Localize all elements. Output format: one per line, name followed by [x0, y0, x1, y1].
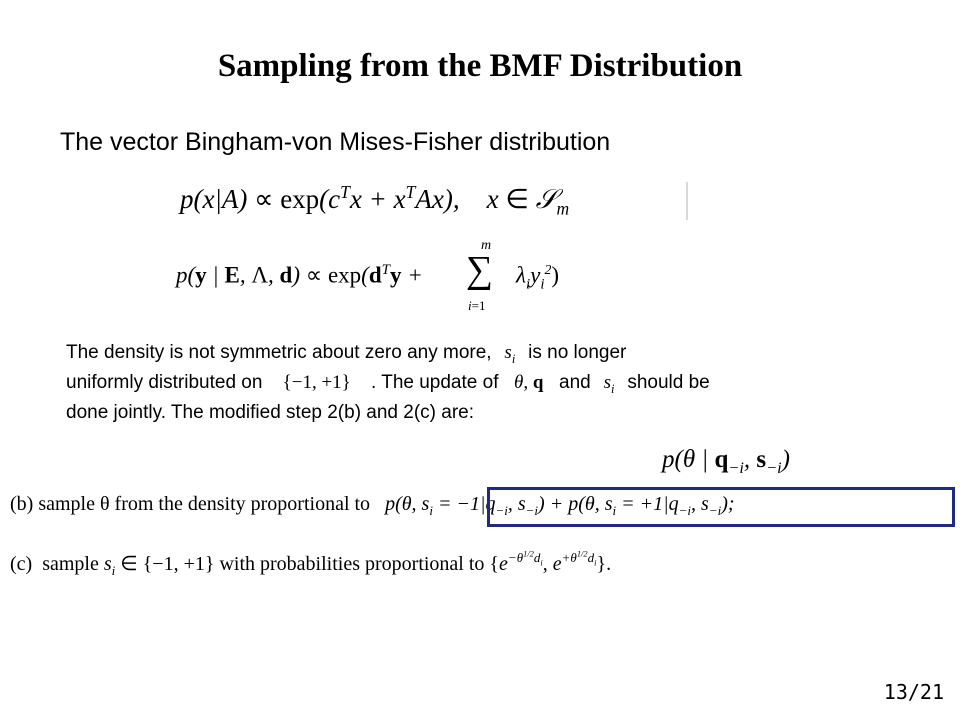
bmf-vector-density-equation: p(y | E, Λ, $d) \propto \exp(d^Ty$ + m ∑ i=1 $\lambda_iy_i^2$): [176, 238, 560, 313]
bmf-density-equation: $p(x|A) \propto \exp(c^Tx + x^TAx)$, x ∈ 𝒮$_m$: [180, 182, 570, 219]
equation-image-edge: [686, 182, 688, 220]
page-number: 13/21: [883, 680, 944, 704]
set-plus-minus-one: {−1, +1}: [282, 372, 351, 393]
para-line1-a: The density is not symmetric about zero any more,: [66, 342, 492, 363]
para-line2-d: should be: [627, 372, 710, 393]
conditional-density: p(θ | $q_{-i}$, $s_{-i}$): [662, 446, 790, 477]
para-line3: done jointly. The modified step 2(b) and 2(c) are:: [66, 402, 475, 423]
para-line2-a: uniformly distributed on: [66, 372, 263, 393]
step-b: (b) sample θ from the density proportional to p(θ, $s_i = -1|q_{-i}$, $s_{-i}) + p(\theta$, $s_i = +1|q_{-i}$, $s_{-i}$);: [10, 493, 735, 518]
para-line1-b: is no longer: [528, 342, 627, 363]
slide-title: Sampling from the BMF Distribution: [217, 48, 743, 84]
step-c: (c) sample $s_i$ ∈ {−1, +1} with probabilities proportional to {$e^{-\theta^{1/2}d_i}$, $e^{+\theta^{1/2}d_i}$}.: [10, 549, 612, 578]
para-line2-b: . The update of: [371, 372, 499, 393]
step-b-text: (b) sample θ from the density proportional to: [10, 493, 371, 515]
highlight-box: [487, 487, 955, 527]
slide-subtitle: The vector Bingham-von Mises-Fisher distribution: [60, 128, 611, 156]
para-line2-c: and: [559, 372, 591, 393]
